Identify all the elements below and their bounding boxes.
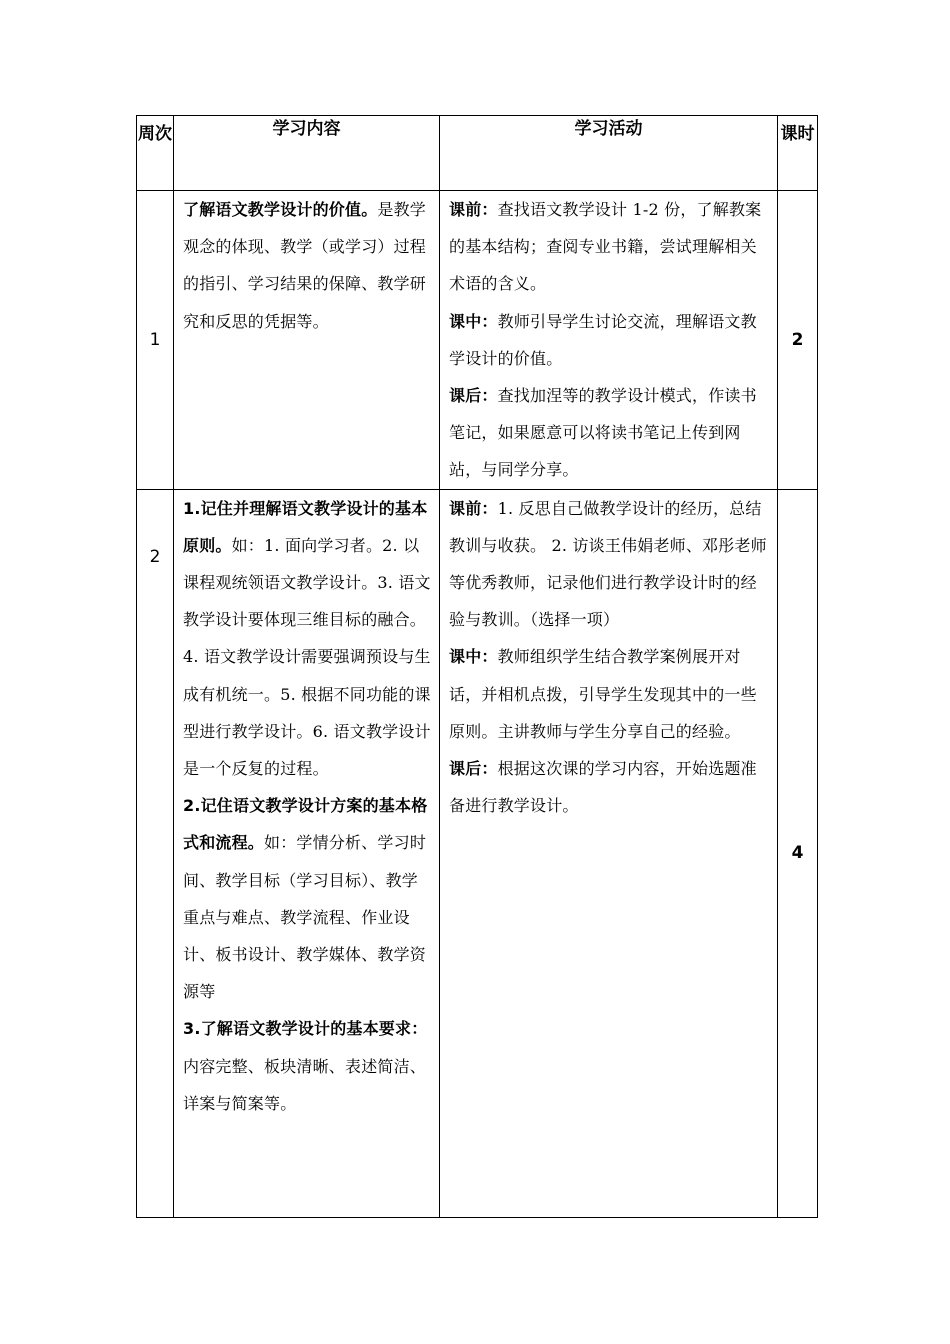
week-cell: 2 — [137, 489, 174, 1217]
in-text: 教师组织学生结合教学案例展开对话，并相机点拨，引导学生发现其中的一些原则。主讲教师与学生分享自己的经验。 — [449, 647, 757, 741]
pre-text: 查找语文教学设计 1-2 份，了解教案的基本结构；查阅专业书籍，尝试理解相关术语的含义。 — [449, 200, 762, 294]
table-header-row — [137, 116, 818, 191]
hours-cell: 2 — [778, 191, 818, 490]
content-item-1-body: 如：1. 面向学习者。2. 以课程观统领语文教学设计。3. 语文教学设计要体现三维目标的融合。4. 语文教学设计需要强调预设与生成有机统一。5. 根据不同功能的课型进行教学设计。6. 语文教学设计是一个反复的过程。 — [183, 535, 431, 779]
content-text — [174, 490, 439, 1122]
course-plan-table — [136, 115, 818, 1218]
pre-text: 1. 反思自己做教学设计的经历，总结教训与收获。 2. 访谈王伟娟老师、邓彤老师等优秀教师，记录他们进行教学设计时的经验与教训。（选择一项） — [449, 498, 767, 630]
activity-in — [449, 303, 771, 377]
activity-pre — [449, 490, 771, 639]
pre-label: 课前： — [449, 498, 498, 518]
activity-cell — [440, 191, 778, 490]
content-body: 是教学观念的体现、教学（或学习）过程的指引、学习结果的保障、教学研究和反思的凭据等。 — [183, 200, 427, 331]
activity-post — [449, 750, 771, 824]
header-hours: 课时 — [778, 116, 818, 191]
pre-label: 课前： — [449, 200, 498, 219]
content-item-3-title: 3.了解语文教学设计的基本要求： — [183, 1019, 428, 1039]
table-row — [137, 489, 818, 1217]
content-item-3-body: 内容完整、板块清晰、表述简洁、详案与简案等。 — [183, 1056, 427, 1113]
content-item-2-title: 2.记住语文教学设计方案的基本格式和流程。 — [183, 796, 428, 853]
header-content: 学习内容 — [174, 116, 440, 191]
in-text: 教师引导学生讨论交流，理解语文教学设计的价值。 — [449, 311, 757, 368]
activity-cell — [440, 489, 778, 1217]
post-label: 课后： — [449, 759, 498, 779]
post-text: 查找加涅等的教学设计模式，作读书笔记，如果愿意可以将读书笔记上传到网站，与同学分享。 — [449, 386, 757, 480]
content-cell — [174, 489, 440, 1217]
content-item-1 — [183, 490, 433, 788]
activity-post — [449, 377, 771, 489]
content-text — [174, 191, 439, 340]
content-item-2 — [183, 787, 433, 1010]
in-label: 课中： — [449, 311, 498, 331]
content-item-3 — [183, 1010, 433, 1122]
in-label: 课中： — [449, 647, 498, 667]
content-item-1-title: 1.记住并理解语文教学设计的基本原则。 — [183, 498, 428, 555]
hours-cell: 4 — [778, 489, 818, 1217]
header-week: 周次 — [137, 116, 174, 191]
post-label: 课后： — [449, 386, 498, 406]
header-activity: 学习活动 — [440, 116, 778, 191]
content-item-2-body: 如：学情分析、学习时间、教学目标（学习目标）、教学重点与难点、教学流程、作业设计、板书设计、教学媒体、教学资源等 — [183, 833, 427, 1002]
activity-text — [440, 490, 777, 825]
post-text: 根据这次课的学习内容，开始选题准备进行教学设计。 — [449, 759, 757, 816]
activity-text — [440, 191, 777, 489]
content-title: 了解语文教学设计的价值。 — [183, 200, 378, 219]
table-row — [137, 191, 818, 490]
activity-pre — [449, 191, 771, 303]
activity-in — [449, 638, 771, 750]
content-cell — [174, 191, 440, 490]
week-cell: 1 — [137, 191, 174, 490]
